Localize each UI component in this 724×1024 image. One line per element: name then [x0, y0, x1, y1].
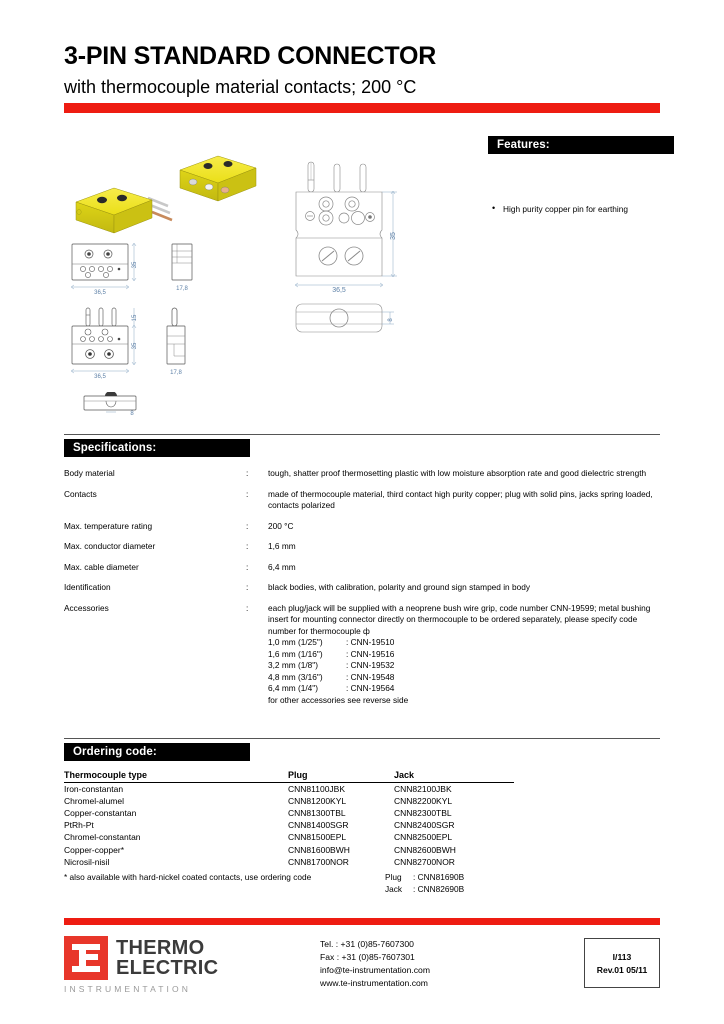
- table-row: [64, 521, 664, 542]
- accessory-code: : CNN-19564: [346, 683, 395, 693]
- accessories-footnote: for other accessories see reverse side: [268, 694, 409, 705]
- spec-key: Contacts: [64, 488, 97, 499]
- contact-email[interactable]: info@te-instrumentation.com: [320, 965, 430, 975]
- cell-plug: CNN81400SGR: [288, 820, 349, 831]
- spec-separator: :: [246, 602, 249, 613]
- table-row: [64, 832, 514, 844]
- table-row: [64, 489, 664, 521]
- ordering-footnote-codes: [385, 872, 464, 895]
- header-accent-bar: [64, 103, 660, 113]
- spec-key: Accessories: [64, 602, 109, 613]
- spec-separator: :: [246, 488, 249, 499]
- cell-plug: CNN81700NOR: [288, 856, 349, 867]
- page-title: 3-PIN STANDARD CONNECTOR: [64, 42, 437, 70]
- footnote-code-plug: [385, 872, 464, 884]
- dim-large-width: 36,5: [332, 287, 346, 293]
- isometric-renders: [68, 150, 278, 235]
- accessories-code-list: [268, 637, 664, 695]
- render-plug: [76, 188, 172, 233]
- accessory-size: 1,6 mm (1/16"): [268, 648, 323, 659]
- dim-plug-pin: 15: [132, 314, 138, 322]
- footnote-plug-value: : CNN81690B: [413, 872, 465, 882]
- spec-separator: :: [246, 468, 249, 478]
- column-header-jack: Jack: [394, 770, 514, 783]
- spec-key: Identification: [64, 582, 111, 592]
- cell-type: Iron-constantan: [64, 783, 124, 794]
- large-bottom-view: [282, 298, 412, 342]
- table-row: [64, 844, 514, 856]
- table-row: [64, 856, 514, 868]
- contact-fax: Fax : +31 (0)85-7607301: [320, 952, 415, 962]
- table-row: [64, 582, 664, 603]
- accessory-size: 3,2 mm (1/8"): [268, 660, 318, 670]
- spec-key: Max. cable diameter: [64, 561, 139, 572]
- list-item: [268, 683, 664, 695]
- document-number: I/113: [612, 952, 632, 962]
- cell-plug: CNN81100JBK: [288, 783, 346, 794]
- table-row-accessories: [64, 603, 664, 716]
- table-header-row: [64, 770, 514, 783]
- accessory-size: 6,4 mm (1/4"): [268, 683, 318, 693]
- ordering-footnote: * also available with hard-nickel coated contacts, use ordering code: [64, 872, 312, 882]
- cell-plug: CNN81300TBL: [288, 807, 346, 818]
- spec-separator: :: [246, 541, 249, 551]
- specifications-table: [64, 468, 664, 715]
- dim-jack-height: 35: [132, 261, 138, 269]
- footnote-code-jack: [385, 884, 464, 896]
- footnote-jack-label: Jack: [385, 883, 403, 894]
- table-row: [64, 783, 514, 796]
- spec-value: 6,4 mm: [268, 561, 296, 572]
- logo-line-3: INSTRUMENTATION: [64, 984, 191, 994]
- dim-plug-width: 36,5: [94, 374, 106, 380]
- table-row: [64, 795, 514, 807]
- ordering-rule: [64, 738, 660, 739]
- features-heading: Features:: [488, 136, 674, 154]
- dim-plug-bottom: 8: [130, 411, 134, 417]
- features-list: [492, 203, 692, 215]
- specifications-rule: [64, 434, 660, 435]
- footnote-jack-value: : CNN82690B: [413, 883, 465, 894]
- footer-accent-bar: [64, 918, 660, 925]
- spec-value: made of thermocouple material, third contact high purity copper; plug with solid pins, jacks spring loaded, contacts polarized: [268, 488, 653, 510]
- dim-jack-side: 17,8: [176, 286, 188, 292]
- cell-type: Chromel-constantan: [64, 832, 141, 843]
- ordering-table: [64, 770, 514, 868]
- contact-block: [320, 938, 430, 990]
- cell-plug: CNN81500EPL: [288, 832, 347, 843]
- accessories-intro: each plug/jack will be supplied with a neoprene bush wire grip, code number CNN-19599; metal bushing insert for mounting connector directly on thermocouple to be ordered separately, please specify code number for thermocouple ф: [268, 602, 651, 636]
- accessory-size: 4,8 mm (3/16"): [268, 671, 323, 682]
- cell-type: Copper-copper*: [64, 844, 125, 855]
- spec-key: Max. temperature rating: [64, 520, 153, 531]
- spec-separator: :: [246, 561, 249, 572]
- dim-jack-width: 36,5: [94, 290, 106, 296]
- page-subtitle: with thermocouple material contacts; 200 °C: [64, 77, 417, 97]
- cell-jack: CNN82500EPL: [394, 832, 453, 843]
- large-front-view: [282, 158, 412, 293]
- dim-large-height: 35: [390, 232, 397, 240]
- spec-value: 200 °C: [268, 520, 294, 531]
- revision-box: [584, 938, 660, 988]
- spec-separator: :: [246, 520, 249, 531]
- table-row: [64, 541, 664, 562]
- list-item: [268, 660, 664, 672]
- revision-date: Rev.01 05/11: [596, 965, 648, 975]
- table-row: [64, 820, 514, 832]
- accessory-code: : CNN-19548: [346, 671, 395, 682]
- list-item: [268, 637, 664, 649]
- spec-value: tough, shatter proof thermosetting plastic with low moisture absorption rate and good dielectric strength: [268, 468, 647, 478]
- accessory-code: : CNN-19516: [346, 648, 395, 659]
- te-monogram-icon: [64, 936, 108, 980]
- cell-plug: CNN81600BWH: [288, 844, 350, 855]
- specifications-heading: Specifications:: [64, 439, 250, 457]
- list-item: [268, 649, 664, 661]
- spec-value: 1,6 mm: [268, 541, 296, 551]
- cell-jack: CNN82400SGR: [394, 820, 455, 831]
- logo-line-1: THERMO: [116, 937, 205, 959]
- list-item: [268, 672, 664, 684]
- spec-value: black bodies, with calibration, polarity and ground sign stamped in body: [268, 582, 530, 592]
- table-row: [64, 468, 664, 489]
- dim-plug-side: 17,8: [170, 370, 182, 376]
- company-logo: [64, 936, 234, 998]
- cell-jack: CNN82200KYL: [394, 795, 453, 806]
- cell-type: PtRh-Pt: [64, 820, 94, 831]
- ordering-heading: Ordering code:: [64, 743, 250, 761]
- contact-website[interactable]: www.te-instrumentation.com: [320, 978, 428, 988]
- accessory-size: 1,0 mm (1/25"): [268, 637, 323, 647]
- dim-plug-height: 35: [132, 342, 138, 350]
- spec-key: Body material: [64, 468, 115, 478]
- logo-line-2: ELECTRIC: [116, 957, 219, 979]
- table-row: [64, 807, 514, 819]
- dim-large-bottom: 8: [388, 318, 394, 322]
- list-item: • High purity copper pin for earthing: [492, 203, 692, 215]
- spec-key: Max. conductor diameter: [64, 541, 156, 551]
- table-row: [64, 562, 664, 583]
- spec-value: [268, 603, 664, 716]
- cell-jack: CNN82300TBL: [394, 807, 452, 818]
- jack-dimension-drawing: [64, 238, 224, 300]
- accessory-code: : CNN-19510: [346, 637, 395, 647]
- cell-type: Chromel-alumel: [64, 795, 124, 806]
- column-header-plug: Plug: [288, 770, 394, 783]
- cell-type: Copper-constantan: [64, 807, 137, 818]
- cell-plug: CNN81200KYL: [288, 795, 347, 806]
- plug-bottom-drawing: [78, 392, 188, 420]
- cell-jack: CNN82700NOR: [394, 856, 455, 867]
- spec-separator: :: [246, 582, 249, 592]
- footnote-plug-label: Plug: [385, 872, 402, 882]
- contact-tel: Tel. : +31 (0)85-7607300: [320, 939, 414, 949]
- cell-jack: CNN82600BWH: [394, 844, 456, 855]
- render-jack: [180, 156, 256, 201]
- cell-jack: CNN82100JBK: [394, 783, 452, 794]
- cell-type: Nicrosil-nisil: [64, 856, 110, 867]
- plug-dimension-drawing: [64, 304, 224, 386]
- accessory-code: : CNN-19532: [346, 660, 395, 670]
- column-header-type: Thermocouple type: [64, 770, 288, 783]
